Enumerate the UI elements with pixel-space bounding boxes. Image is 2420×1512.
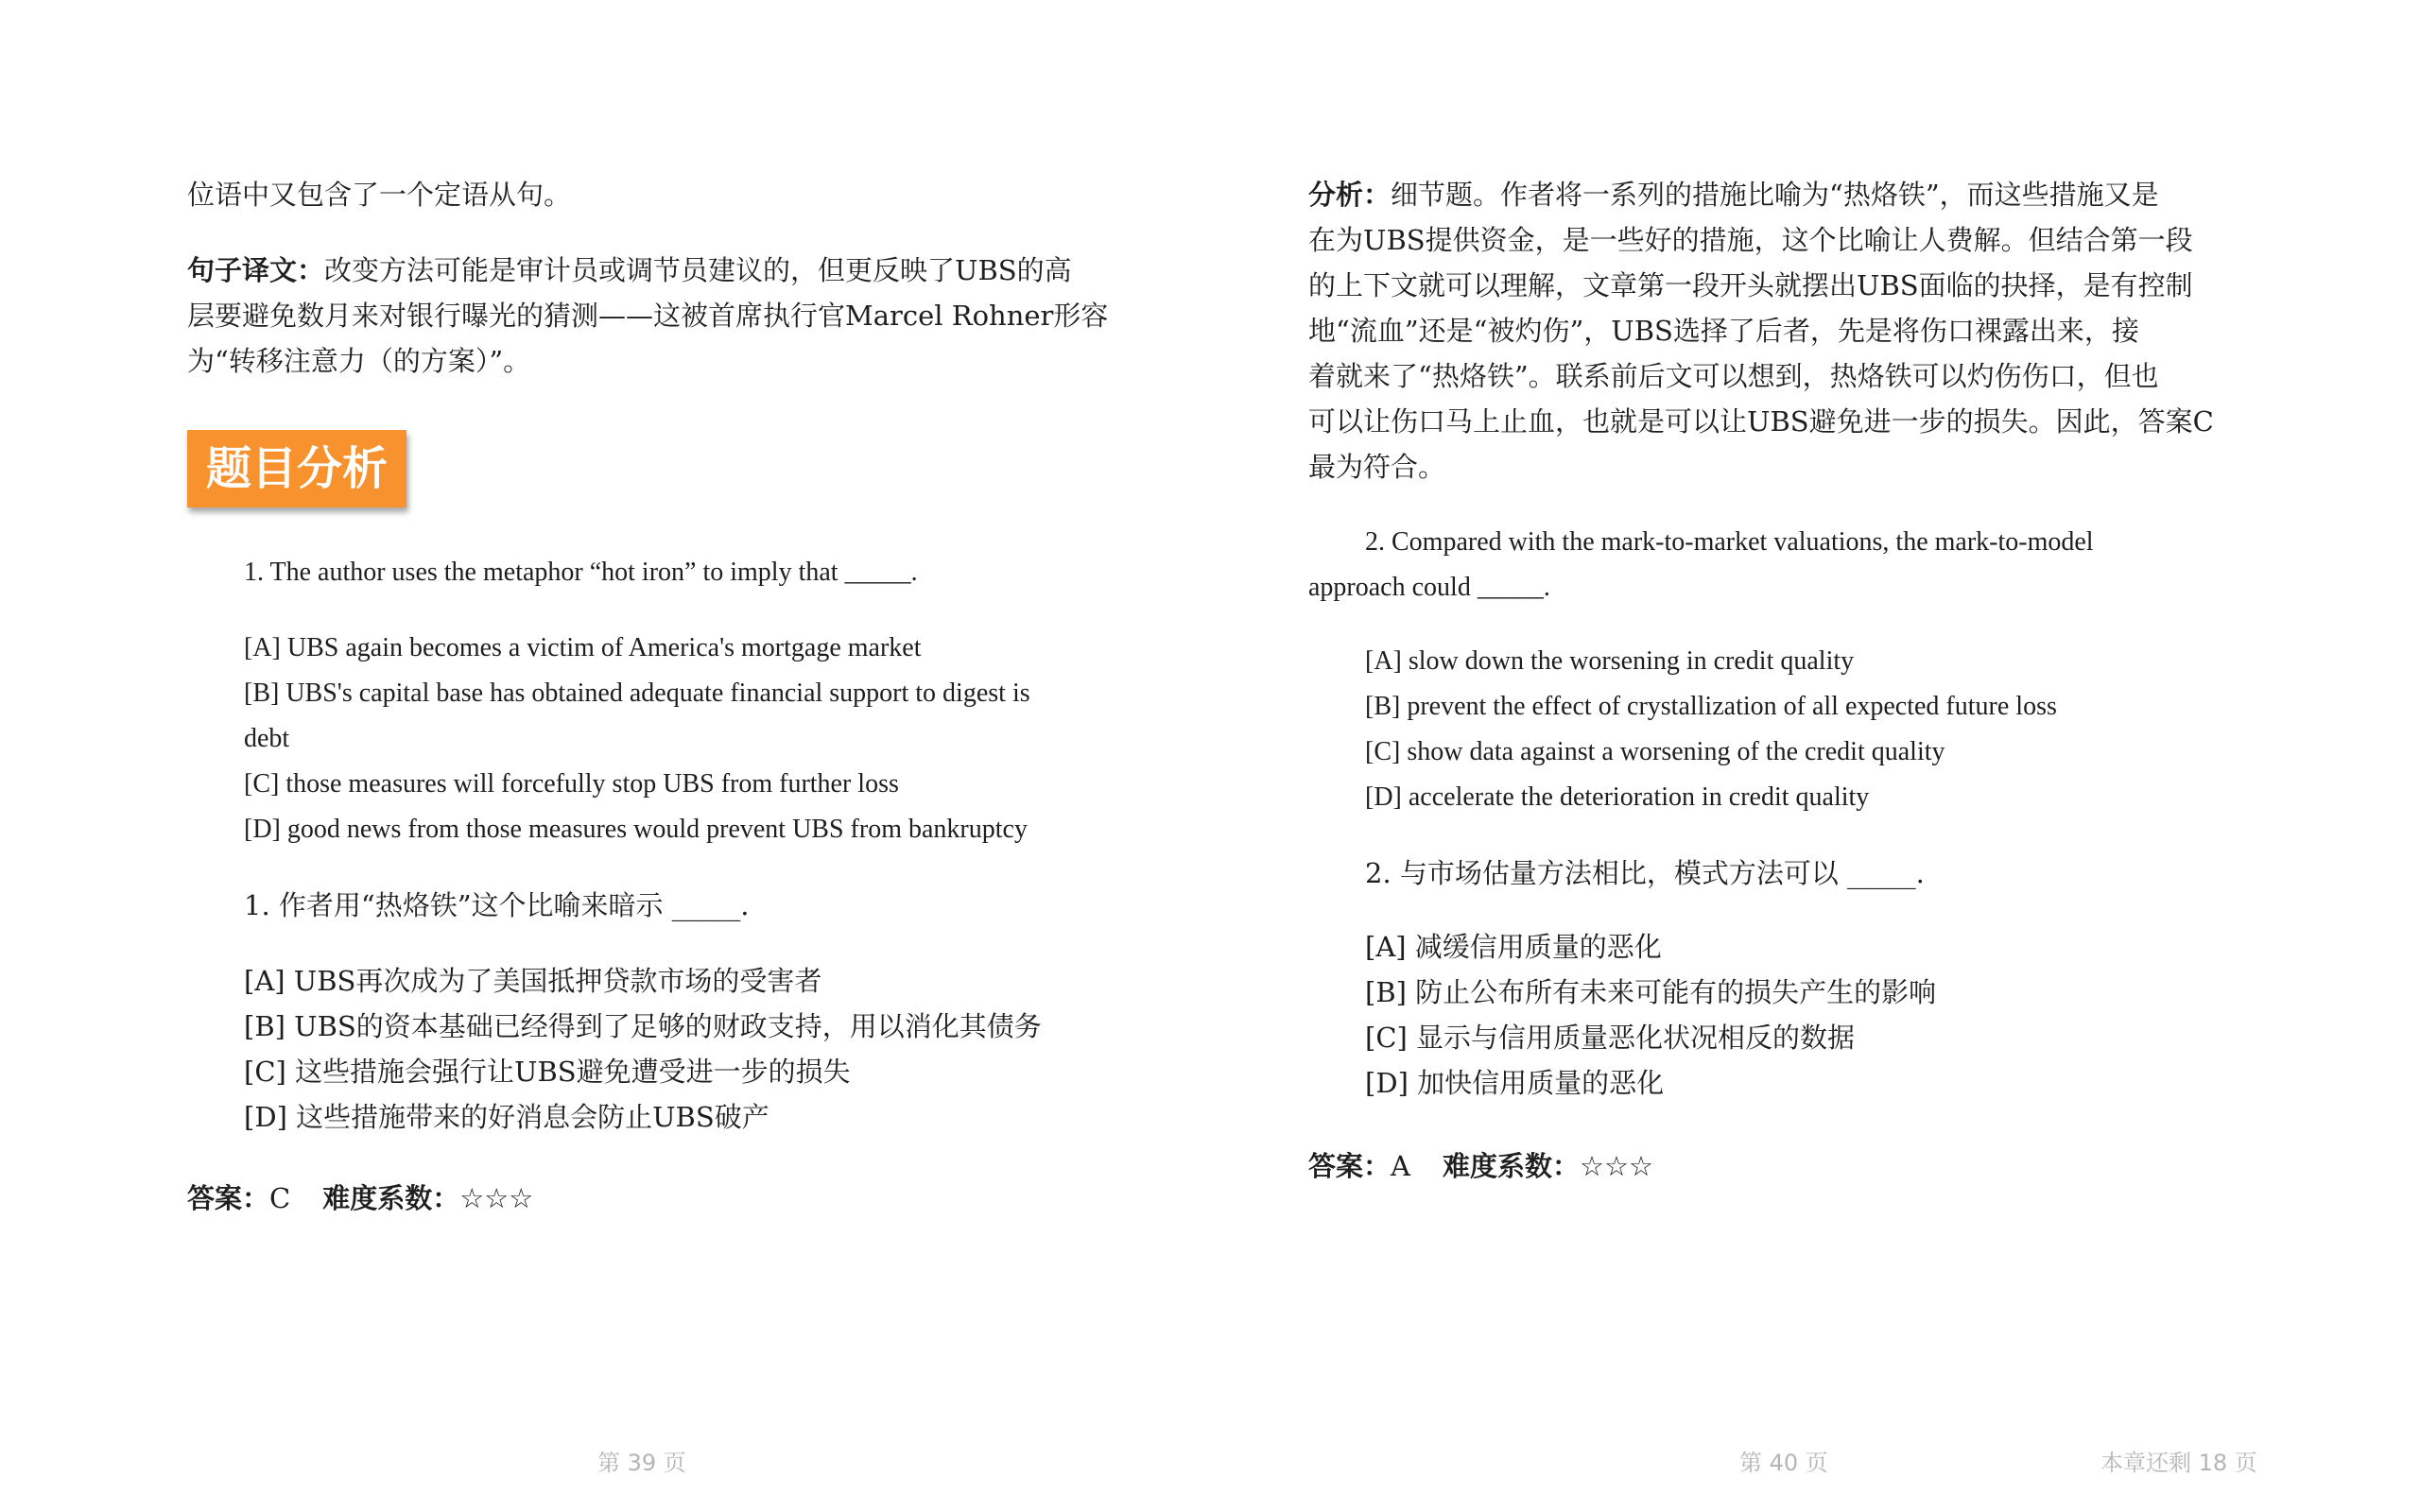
answer-value: C	[269, 1182, 291, 1214]
option-c-cn: [C] 这些措施会强行让UBS避免遭受进一步的损失	[244, 1056, 851, 1088]
question-2-en-line-2: approach could _____.	[1308, 573, 1550, 602]
analysis-line-2: 在为UBS提供资金，是一些好的措施，这个比喻让人费解。但结合第一段	[1308, 224, 2193, 256]
question-2-cn	[1365, 850, 1925, 896]
page-number-right: 第 40 页	[1739, 1450, 1828, 1476]
option-c-cn: [C] 显示与信用质量恶化状况相反的数据	[1365, 1022, 1856, 1054]
translation-line-2: 层要避免数月来对银行曝光的猜测——这被首席执行官Marcel Rohner形容	[187, 300, 1109, 332]
option-b-cn: [B] UBS的资本基础已经得到了足够的财政支持，用以消化其债务	[244, 1010, 1042, 1042]
intro-text: 位语中又包含了一个定语从句。	[187, 179, 572, 211]
question-1-en	[244, 550, 918, 595]
analysis-label: 分析：	[1308, 179, 1392, 211]
question-1-en-text: 1. The author uses the metaphor “hot iron” to imply that _____.	[244, 558, 918, 587]
answer-label: 答案：	[1308, 1150, 1392, 1182]
analysis-line-3: 的上下文就可以理解，文章第一段开头就摆出UBS面临的抉择，是有控制	[1308, 269, 2193, 301]
option-a-cn: [A] 减缓信用质量的恶化	[1365, 931, 1662, 963]
section-title-badge: 题目分析	[187, 430, 406, 507]
option-b-cn: [B] 防止公布所有未来可能有的损失产生的影响	[1365, 976, 1937, 1008]
translation-line-3: 为“转移注意力（的方案）”。	[187, 345, 531, 377]
option-d-cn: [D] 这些措施带来的好消息会防止UBS破产	[244, 1101, 769, 1133]
question-1-cn	[244, 883, 749, 928]
question-2-en	[1308, 520, 2094, 610]
option-b-en: [B] prevent the effect of crystallization of all expected future loss	[1365, 692, 2057, 721]
answer-value: A	[1391, 1150, 1410, 1182]
option-d-cn: [D] 加快信用质量的恶化	[1365, 1067, 1665, 1099]
question-1-options-en	[244, 626, 1030, 852]
option-a-en: [A] UBS again becomes a victim of America's mortgage market	[244, 633, 922, 662]
question-1-cn-text: 1. 作者用“热烙铁”这个比喻来暗示 _____.	[244, 889, 750, 921]
analysis-line-4: 地“流血”还是“被灼伤”，UBS选择了后者，先是将伤口裸露出来，接	[1308, 315, 2139, 347]
analysis-line-5: 着就来了“热烙铁”。联系前后文可以想到，热烙铁可以灼伤伤口，但也	[1308, 360, 2159, 392]
option-d-en: [D] good news from those measures would prevent UBS from bankruptcy	[244, 815, 1028, 844]
question-1-options-cn	[244, 958, 1042, 1140]
answer-line-2	[1308, 1145, 1653, 1184]
option-c-en: [C] show data against a worsening of the credit quality	[1365, 737, 1945, 766]
option-d-en: [D] accelerate the deterioration in credit quality	[1365, 782, 1870, 812]
answer-label: 答案：	[187, 1182, 270, 1214]
difficulty-label: 难度系数：	[1442, 1150, 1580, 1182]
analysis-paragraph	[1308, 172, 2214, 490]
option-b-en: [B] UBS's capital base has obtained adequate financial support to digest is	[244, 679, 1030, 708]
answer-line-1	[187, 1177, 533, 1216]
question-2-en-line-1: 2. Compared with the mark-to-market valuations, the mark-to-model	[1365, 527, 2094, 557]
difficulty-stars: ☆☆☆	[1579, 1150, 1653, 1182]
sentence-translation	[187, 248, 1108, 384]
analysis-line-7: 最为符合。	[1308, 451, 1446, 483]
difficulty-label: 难度系数：	[322, 1182, 460, 1214]
analysis-line-6: 可以让伤口马上止血，也就是可以让UBS避免进一步的损失。因此，答案C	[1308, 405, 2214, 438]
page-number-left: 第 39 页	[597, 1450, 686, 1476]
question-2-options-en	[1365, 639, 2057, 820]
question-2-options-cn	[1365, 924, 1936, 1106]
intro-line	[187, 172, 571, 217]
option-a-cn: [A] UBS再次成为了美国抵押贷款市场的受害者	[244, 965, 822, 997]
option-c-en: [C] those measures will forcefully stop UBS from further loss	[244, 769, 899, 799]
translation-label: 句子译文：	[187, 254, 325, 286]
analysis-line-1: 细节题。作者将一系列的措施比喻为“热烙铁”，而这些措施又是	[1391, 179, 2159, 211]
translation-line-1: 改变方法可能是审计员或调节员建议的，但更反映了UBS的高	[324, 254, 1072, 286]
chapter-pages-remaining: 本章还剩 18 页	[2100, 1450, 2257, 1476]
option-b-en-continued: debt	[244, 724, 290, 753]
difficulty-stars: ☆☆☆	[459, 1182, 534, 1214]
option-a-en: [A] slow down the worsening in credit quality	[1365, 646, 1855, 676]
question-2-cn-text: 2. 与市场估量方法相比，模式方法可以 _____.	[1365, 857, 1925, 889]
